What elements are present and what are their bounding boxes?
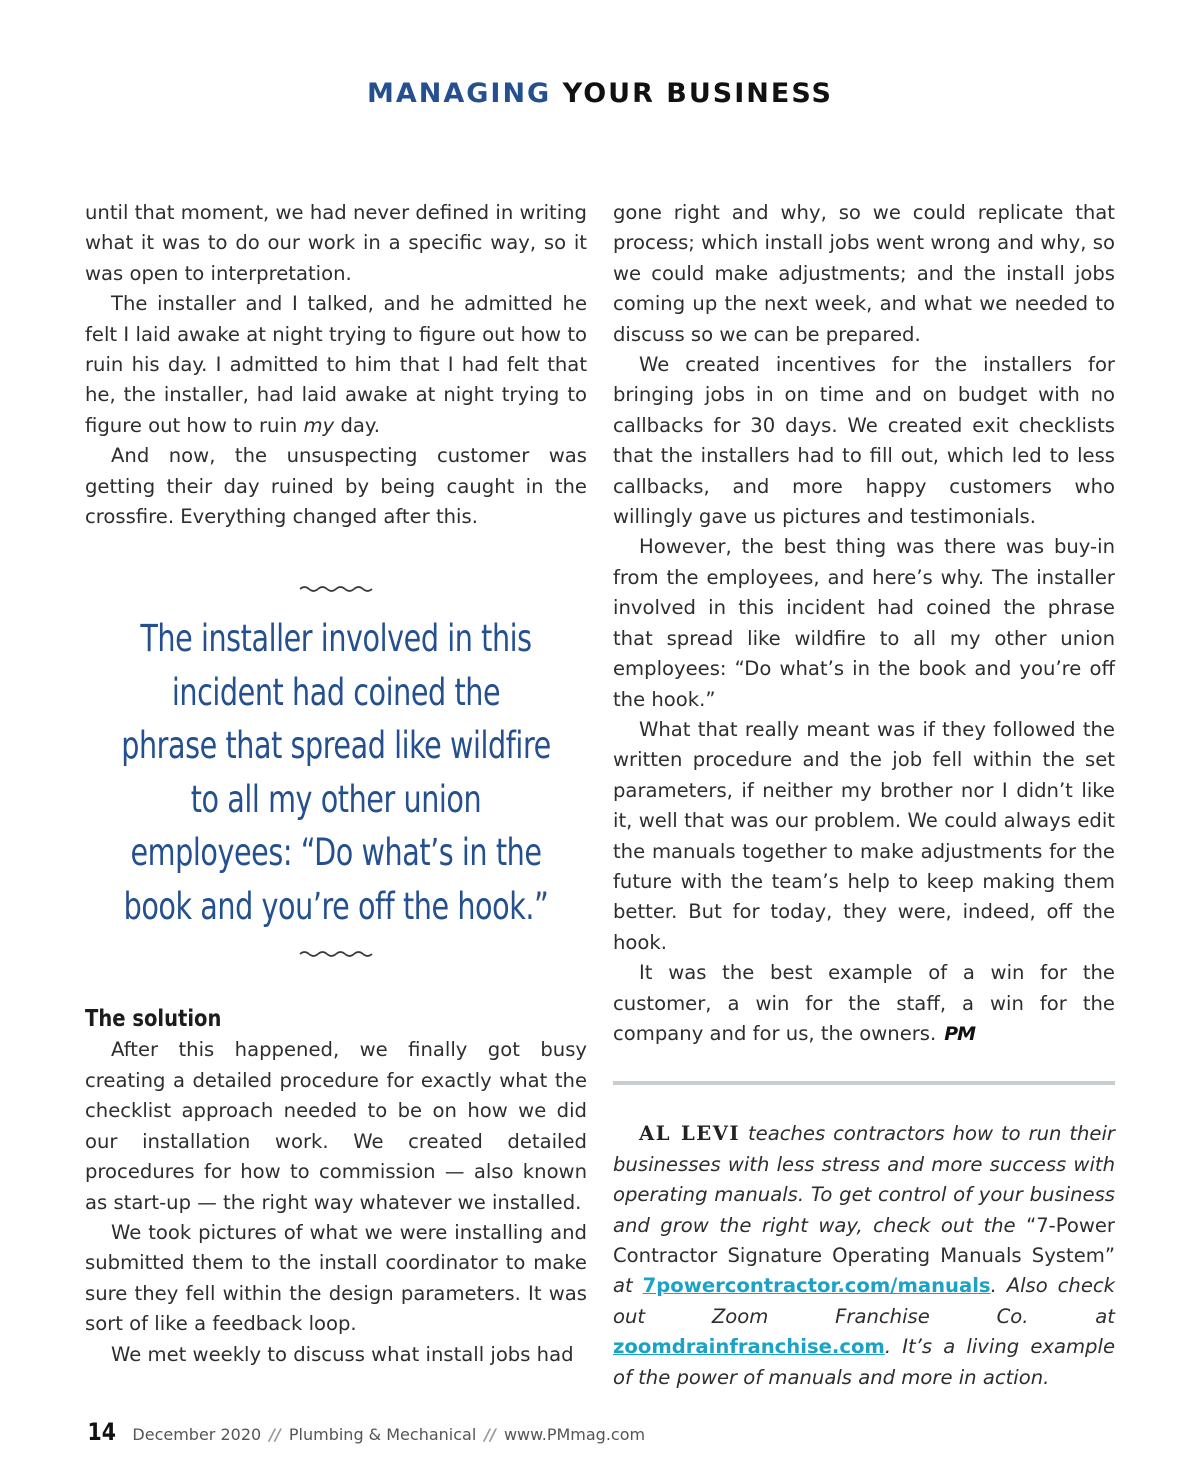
right-paragraph-4: What that really meant was if they followed the written procedure and the job fell within the set parameters, if neither my brother nor I didn’t like it, well that was our problem. We could always edit the manuals together to make adjustments for the future with the team’s help to keep making them better. But for today, they were, indeed, off the hook. [613,717,1115,954]
issue-date: December 2020 [132,1425,262,1444]
footer-separator: // [269,1425,281,1444]
left-column [85,198,587,1370]
pullquote-block [85,584,587,959]
link-zoomdrainfranchise[interactable]: zoomdrainfranchise.com [613,1335,885,1359]
publication-url: www.PMmag.com [503,1425,646,1444]
right-paragraph-1: gone right and why, so we could replicate that process; which install jobs went wrong and why, so we could make adjustments; and the install jobs coming up the next week, and what we needed to discuss so we can be prepared. [613,201,1115,346]
left-paragraph-4: After this happened, we finally got busy creating a detailed procedure for exactly what the checklist approach needed to be on how we did our installation work. We created detailed procedures for how to commission — also known as start-up — the right way whatever we installed. [85,1038,587,1214]
header-word-managing: MANAGING [366,78,552,109]
subhead-the-solution: The solution [85,1006,222,1033]
product-name: “7-Power Contractor Signature Operating Manuals System” [613,1213,1115,1267]
footer-separator: // [484,1425,496,1444]
header-word-your-business: YOUR BUSINESS [562,78,833,109]
page-footer [85,1418,645,1452]
right-paragraph-3: However, the best thing was there was buy-in from the employees, and here’s why. The installer involved in this incident had coined the phrase that spread like wildfire to all my other union employees: “Do what’s in the book and you’re off the hook.” [613,535,1115,711]
right-paragraph-5: It was the best example of a win for the customer, a win for the staff, a win for the company and for us, the owners. PM [613,961,1115,1045]
left-paragraph-3: And now, the unsuspecting customer was getting their day ruined by being caught in the crossfire. Everything changed after this. [85,444,587,529]
right-paragraph-2: We created incentives for the installers for bringing jobs in on time and on budget with no callbacks for 30 days. We created exit checklists that the installers had to fill out, which led to less callbacks, and more happy customers who willingly gave us pictures and testimonials. [613,353,1115,529]
bio-divider-rule [613,1081,1115,1085]
pullquote-text: The installer involved in this incident had coined the phrase that spread like wildfire to all my other union employees: “Do what’s in the book and you’re off the hook.” [121,617,551,928]
author-name: AL LEVI [639,1122,741,1146]
left-paragraph-1: until that moment, we had never defined in writing what it was to do our work in a specific way, so it was open to interpretation. [85,201,587,285]
squiggle-divider-top [298,584,374,594]
left-paragraph-5: We took pictures of what we were installing and submitted them to the install coordinator to make sure they fell within the design parameters. It was sort of like a feedback loop. [85,1220,587,1336]
squiggle-divider-bottom [298,949,374,959]
page-number: 14 [87,1418,116,1446]
right-column [613,198,1115,1393]
left-paragraph-6: We met weekly to discuss what install jobs had [111,1342,574,1366]
publication-name: Plumbing & Mechanical [288,1425,477,1444]
author-bio: AL LEVI teaches contractors how to run their businesses with less stress and more success with operating manuals. To get control of your business and grow the right way, check out the “7-Power Contractor Signature Operating Manuals System” at 7powercontractor.com/manuals. Also check out Zoom Franchise Co. at zoomdrainfranchise.com. It’s a living example of the power of manuals and more in action. [613,1122,1116,1389]
link-7powercontractor[interactable]: 7powercontractor.com/manuals [642,1274,991,1298]
section-header [0,78,1200,109]
left-paragraph-2: The installer and I talked, and he admitted he felt I laid awake at night trying to figure out how to ruin his day. I admitted to him that I had felt that he, the installer, had laid awake at night trying to figure out how to ruin my day. [85,292,587,437]
pm-signoff-logo: PM [944,1022,976,1045]
